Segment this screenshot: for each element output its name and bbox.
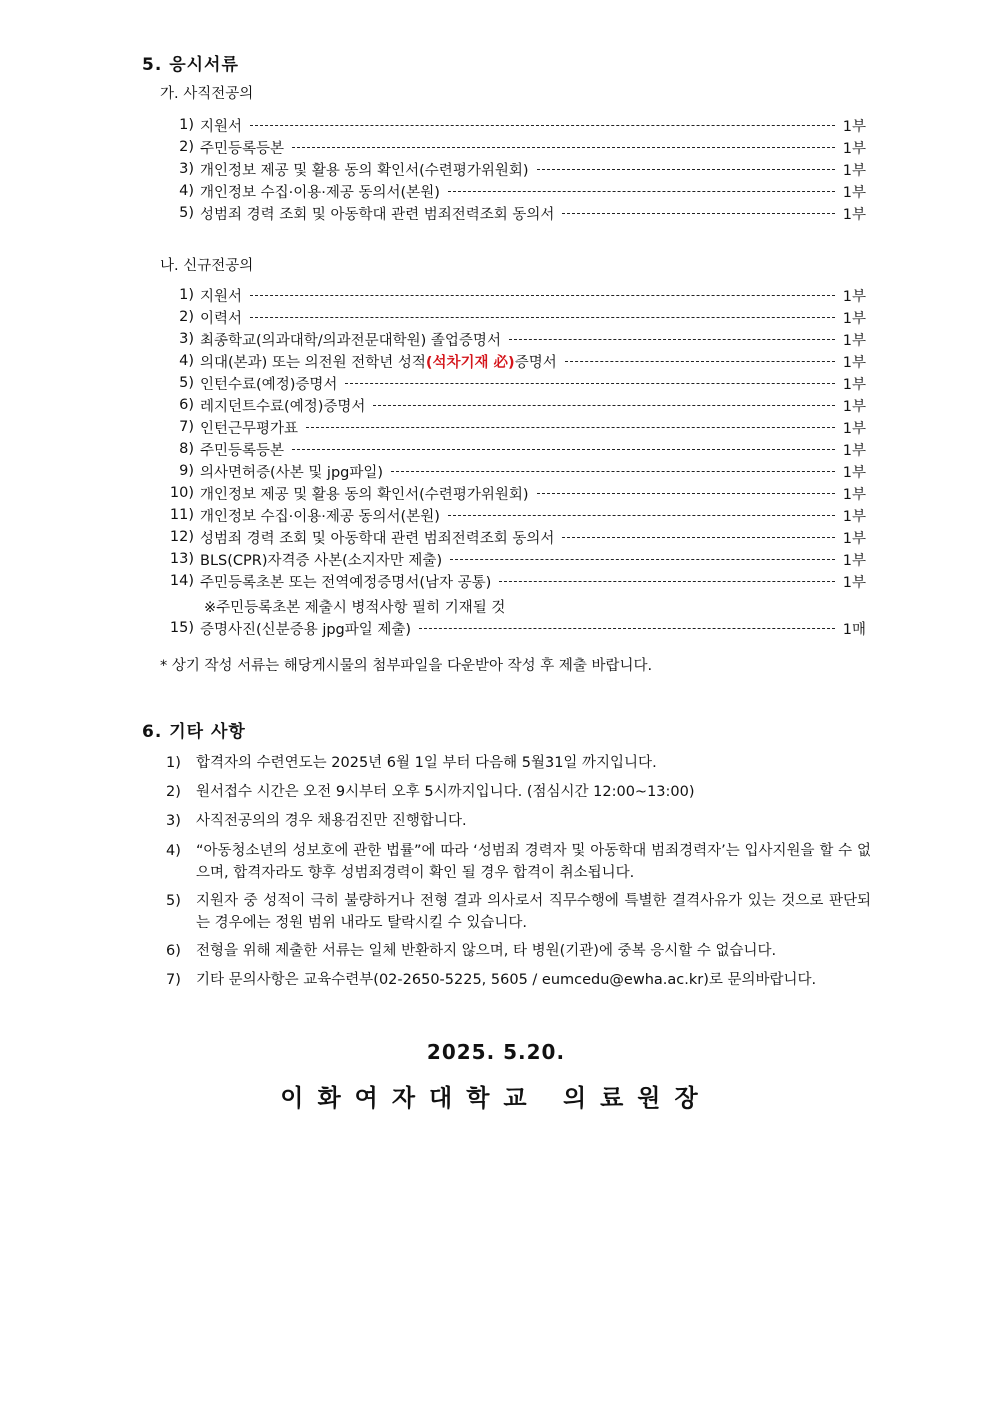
item-number: 15) (169, 620, 194, 636)
item-number: 7) (166, 972, 181, 988)
item-number: 4) (166, 843, 181, 859)
list-item (160, 202, 866, 224)
item-quantity: 1매 (842, 621, 866, 638)
item-quantity: 1부 (842, 508, 866, 525)
item-label: 주민등록초본 또는 전역예정증명서(남자 공통) (200, 574, 492, 591)
list-item (166, 890, 871, 934)
dotted-leader (450, 559, 835, 560)
list-item (160, 136, 866, 158)
list-item (166, 781, 871, 803)
list-item (160, 570, 866, 592)
item-number: 4) (179, 353, 194, 369)
list-item (166, 752, 871, 774)
dotted-leader (509, 339, 835, 340)
list-item (160, 180, 866, 202)
item-quantity: 1부 (842, 310, 866, 327)
item-number: 3) (166, 813, 181, 829)
list-item (160, 350, 866, 372)
issuer-signature: 이화여자대학교 의료원장 (280, 1084, 712, 1112)
item-number: 6) (179, 397, 194, 413)
list-item (160, 460, 866, 482)
dotted-leader (250, 295, 835, 296)
list-item (160, 438, 866, 460)
dotted-leader (391, 471, 835, 472)
item-label: 지원서 (200, 288, 243, 305)
dotted-leader (537, 493, 835, 494)
item-label: 최종학교(의과대학/의과전문대학원) 졸업증명서 (200, 332, 501, 349)
item-number: 3) (179, 331, 194, 347)
item-number: 5) (179, 375, 194, 391)
list-item (160, 372, 866, 394)
item-label: 이력서 (200, 310, 243, 327)
item-quantity: 1부 (842, 118, 866, 135)
item-text: 기타 문의사항은 교육수련부(02-2650-5225, 5605 / eumcedu@ewha.ac.kr)로 문의바랍니다. (196, 972, 817, 988)
item-number: 1) (179, 287, 194, 303)
item-number: 5) (179, 205, 194, 221)
item-quantity: 1부 (842, 332, 866, 349)
dotted-leader (306, 427, 835, 428)
list-item (166, 810, 871, 832)
item-quantity: 1부 (842, 442, 866, 459)
issue-date: 2025. 5.20. (426, 1040, 566, 1064)
item-label: 개인정보 제공 및 활용 동의 확인서(수련평가위원회) (200, 486, 529, 503)
item-number: 8) (179, 441, 194, 457)
dotted-leader (419, 628, 835, 629)
item-quantity: 1부 (842, 184, 866, 201)
dotted-leader (448, 515, 835, 516)
footnote: * 상기 작성 서류는 해당게시물의 첨부파일을 다운받아 작성 후 제출 바랍니다. (160, 658, 653, 674)
item-text: “아동청소년의 성보호에 관한 법률”에 따라 ‘성범죄 경력자 및 아동학대 범죄경력자’는 입사지원을 할 수 없으며, 합격자라도 향후 성범죄경력이 확인 될 경우 합격이 취소됩니다. (196, 843, 871, 881)
item-label: 인턴근무평가표 (200, 420, 299, 437)
list-item (160, 114, 866, 136)
item-text: 합격자의 수련연도는 2025년 6월 1일 부터 다음해 5월31일 까지입니다. (196, 755, 657, 771)
dotted-leader (292, 147, 835, 148)
item-text: 사직전공의의 경우 채용검진만 진행합니다. (196, 813, 467, 829)
item-label: 성범죄 경력 조회 및 아동학대 관련 범죄전력조회 동의서 (200, 530, 555, 547)
list-item (160, 416, 866, 438)
item-number: 2) (179, 139, 194, 155)
item-quantity: 1부 (842, 162, 866, 179)
label-text: 증명서 (514, 354, 557, 371)
dotted-leader (562, 537, 834, 538)
item-quantity: 1부 (842, 206, 866, 223)
list-item (160, 306, 866, 328)
item-quantity: 1부 (842, 140, 866, 157)
highlight-text: (석차기재 必) (425, 354, 515, 371)
item-number: 4) (179, 183, 194, 199)
item-number: 11) (169, 507, 194, 523)
dotted-leader (565, 361, 835, 362)
item-number: 12) (169, 529, 194, 545)
dotted-leader (345, 383, 834, 384)
item-text: 지원자 중 성적이 극히 불량하거나 전형 결과 의사로서 직무수행에 특별한 결격사유가 있는 것으로 판단되는 경우에는 정원 범위 내라도 탈락시킬 수 있습니다. (196, 893, 871, 931)
item-quantity: 1부 (842, 530, 866, 547)
list-item (160, 482, 866, 504)
list-item (160, 158, 866, 180)
list-item (160, 617, 866, 639)
item-text: 전형을 위해 제출한 서류는 일체 반환하지 않으며, 타 병원(기관)에 중복 응시할 수 없습니다. (196, 943, 777, 959)
item-quantity: 1부 (842, 376, 866, 393)
dotted-leader (562, 213, 834, 214)
item-number: 2) (166, 784, 181, 800)
item-label: 주민등록등본 (200, 140, 285, 157)
item-label (200, 351, 557, 372)
item-quantity: 1부 (842, 464, 866, 481)
list-item (160, 504, 866, 526)
item-number: 6) (166, 943, 181, 959)
section-6-title: 6. 기타 사항 (142, 722, 246, 742)
item-number: 2) (179, 309, 194, 325)
list-item (166, 940, 871, 962)
section-5-title: 5. 응시서류 (142, 55, 239, 75)
item-label: 개인정보 수집·이용·제공 동의서(본원) (200, 184, 440, 201)
item-number: 5) (166, 893, 181, 909)
item-label: BLS(CPR)자격증 사본(소지자만 제출) (200, 552, 443, 569)
item-quantity: 1부 (842, 574, 866, 591)
dotted-leader (250, 317, 835, 318)
item-number: 7) (179, 419, 194, 435)
item-label: 인턴수료(예정)증명서 (200, 376, 338, 393)
group-a-title: 가. 사직전공의 (160, 86, 254, 102)
dotted-leader (292, 449, 835, 450)
list-item (166, 969, 871, 991)
dotted-leader (448, 191, 835, 192)
item-quantity: 1부 (842, 420, 866, 437)
list-item (160, 548, 866, 570)
dotted-leader (537, 169, 835, 170)
sub-note: ※주민등록초본 제출시 병적사항 필히 기재될 것 (204, 600, 506, 616)
item-number: 1) (179, 117, 194, 133)
item-label: 의사면허증(사본 및 jpg파일) (200, 464, 384, 481)
item-quantity: 1부 (842, 552, 866, 569)
dotted-leader (373, 405, 834, 406)
item-quantity: 1부 (842, 398, 866, 415)
item-label: 레지던트수료(예정)증명서 (200, 398, 366, 415)
item-number: 1) (166, 755, 181, 771)
item-quantity: 1부 (842, 288, 866, 305)
item-label: 성범죄 경력 조회 및 아동학대 관련 범죄전력조회 동의서 (200, 206, 555, 223)
list-item (166, 840, 871, 884)
list-item (160, 284, 866, 306)
item-quantity: 1부 (842, 486, 866, 503)
item-label: 지원서 (200, 118, 243, 135)
dotted-leader (250, 125, 835, 126)
list-item (160, 526, 866, 548)
item-number: 10) (169, 485, 194, 501)
dotted-leader (499, 581, 834, 582)
group-b-title: 나. 신규전공의 (160, 258, 254, 274)
list-item (160, 328, 866, 350)
item-quantity: 1부 (842, 354, 866, 371)
item-number: 3) (179, 161, 194, 177)
item-number: 9) (179, 463, 194, 479)
item-number: 14) (169, 573, 194, 589)
item-label: 개인정보 제공 및 활용 동의 확인서(수련평가위원회) (200, 162, 529, 179)
item-number: 13) (169, 551, 194, 567)
item-label: 개인정보 수집·이용·제공 동의서(본원) (200, 508, 440, 525)
item-label: 증명사진(신분증용 jpg파일 제출) (200, 621, 412, 638)
item-label: 주민등록등본 (200, 442, 285, 459)
list-item (160, 394, 866, 416)
label-text: 의대(본과) 또는 의전원 전학년 성적 (200, 354, 426, 371)
item-text: 원서접수 시간은 오전 9시부터 오후 5시까지입니다. (점심시간 12:00~13:00) (196, 784, 695, 800)
